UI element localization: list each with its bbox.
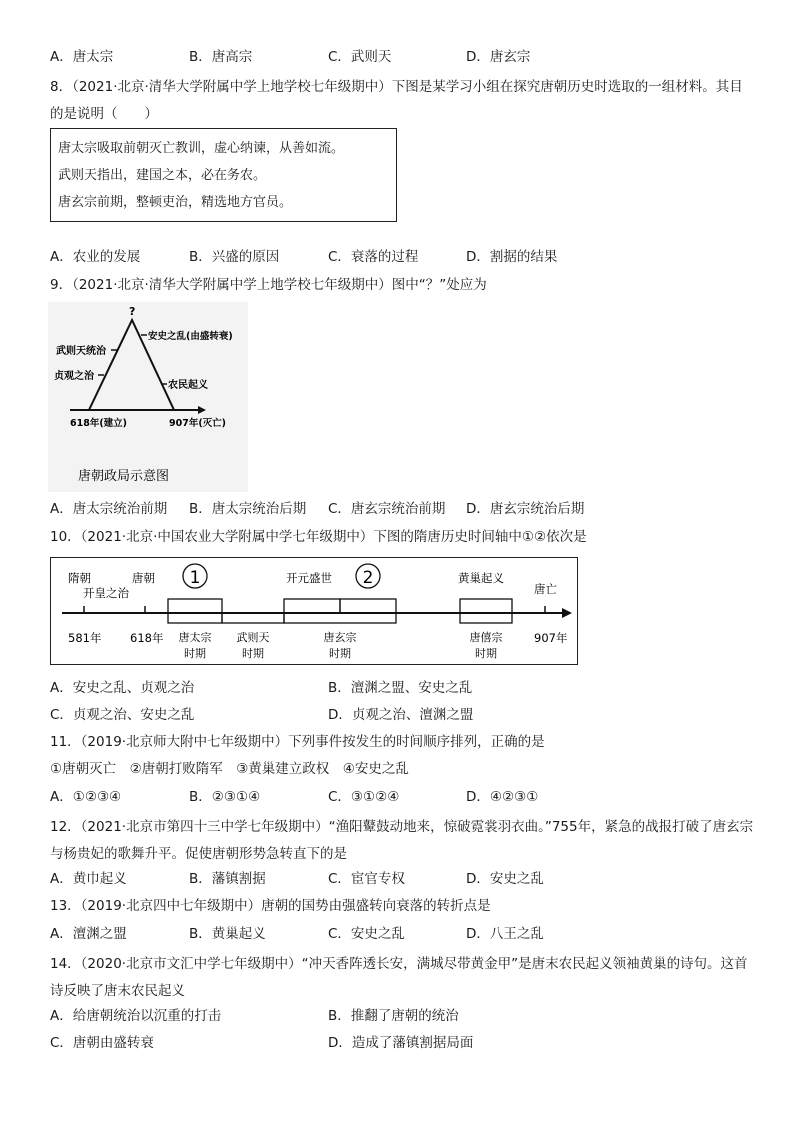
- q9-option-c[interactable]: C．唐玄宗统治前期: [328, 501, 446, 517]
- q7-option-d[interactable]: D．唐玄宗: [466, 49, 531, 65]
- q13-option-b[interactable]: B．黄巢起义: [189, 926, 266, 942]
- q9-left-label: 武则天统治: [56, 346, 106, 357]
- q8-material-line: 武则天指出，建国之本，必在务农。: [58, 168, 267, 183]
- q9-question-mark: ?: [129, 305, 136, 318]
- q7-option-a[interactable]: A．唐太宗: [50, 49, 114, 65]
- q9-right-label: 安史之乱(由盛转衰): [148, 331, 233, 342]
- q9-figure: [48, 302, 248, 492]
- q11-option-d[interactable]: D．④②③①: [466, 789, 539, 805]
- q10-label-kaihuang: 开皇之治: [83, 586, 129, 600]
- q12-option-b[interactable]: B．藩镇割据: [189, 871, 266, 887]
- q9-right-label: 农民起义: [168, 380, 208, 391]
- q7-option-c[interactable]: C．武则天: [328, 49, 392, 65]
- q10-period-suffix: 时期: [242, 647, 264, 660]
- q10-label-sui: 隋朝: [68, 571, 91, 585]
- q9-option-a[interactable]: A．唐太宗统治前期: [50, 501, 168, 517]
- q12-option-c[interactable]: C．宦官专权: [328, 871, 405, 887]
- q14-option-d[interactable]: D．造成了藩镇割据局面: [328, 1035, 474, 1051]
- q10-period-suffix: 时期: [475, 647, 497, 660]
- q10-label-tangwang: 唐亡: [534, 582, 557, 596]
- q8-option-a[interactable]: A．农业的发展: [50, 249, 141, 265]
- q9-bottom-right-label: 907年(灭亡): [169, 418, 227, 429]
- q10-label-tang: 唐朝: [132, 571, 155, 585]
- q10-year-618: 618年: [130, 631, 164, 645]
- q10-period-name: 唐僖宗: [469, 631, 503, 644]
- q9-option-d[interactable]: D．唐玄宗统治后期: [466, 501, 585, 517]
- q10-period-name: 武则天: [236, 631, 270, 644]
- q11-option-b[interactable]: B．②③①④: [189, 789, 261, 805]
- q7-option-b[interactable]: B．唐高宗: [189, 49, 253, 65]
- q8-material-box: [50, 128, 397, 222]
- q9-stem: 9．（2021·北京·清华大学附属中学上地学校七年级期中）图中“？”处应为: [50, 277, 487, 293]
- q11-items: ①唐朝灭亡 ②唐朝打败隋军 ③黄巢建立政权 ④安史之乱: [50, 761, 409, 777]
- q12-stem: 12．（2021·北京市第四十三中学七年级期中）“渔阳鼙鼓动地来，惊破霓裳羽衣曲。”755年，紧急的战报打破了唐玄宗与杨贵妃的歌舞升平。促使唐朝形势急转直下的是: [50, 819, 754, 862]
- q10-period-name: 唐玄宗: [323, 631, 357, 644]
- q13-option-a[interactable]: A．澶渊之盟: [50, 926, 127, 942]
- q10-option-a[interactable]: A．安史之乱、贞观之治: [50, 680, 195, 696]
- q11-option-c[interactable]: C．③①②④: [328, 789, 400, 805]
- q13-option-d[interactable]: D．八王之乱: [466, 926, 544, 942]
- q12-option-a[interactable]: A．黄巾起义: [50, 871, 127, 887]
- q10-label-huangchao: 黄巢起义: [458, 571, 504, 585]
- q9-left-label: 贞观之治: [54, 371, 94, 382]
- q11-option-a[interactable]: A．①②③④: [50, 789, 122, 805]
- q8-material-line: 唐太宗吸取前朝灭亡教训，虚心纳谏，从善如流。: [58, 141, 345, 156]
- q14-option-a[interactable]: A．给唐朝统治以沉重的打击: [50, 1008, 222, 1024]
- q12-option-d[interactable]: D．安史之乱: [466, 871, 544, 887]
- q13-option-c[interactable]: C．安史之乱: [328, 926, 405, 942]
- q14-stem: 14．（2020·北京市文汇中学七年级期中）“冲天香阵透长安，满城尽带黄金甲”是唐末农民起义领袖黄巢的诗句。这首诗反映了唐末农民起义: [50, 956, 748, 999]
- q8-option-b[interactable]: B．兴盛的原因: [189, 249, 280, 265]
- q8-stem: 8．（2021·北京·清华大学附属中学上地学校七年级期中）下图是某学习小组在探究唐朝历史时选取的一组材料。其目的是说明（ ）: [50, 79, 743, 122]
- q8-option-d[interactable]: D．割据的结果: [466, 249, 558, 265]
- q10-option-c[interactable]: C．贞观之治、安史之乱: [50, 707, 195, 723]
- q8-material-line: 唐玄宗前期，整顿吏治，精选地方官员。: [58, 195, 293, 210]
- q10-option-b[interactable]: B．澶渊之盟、安史之乱: [328, 680, 473, 696]
- q14-option-c[interactable]: C．唐朝由盛转衰: [50, 1035, 154, 1051]
- q10-timeline-figure: [50, 557, 578, 665]
- q13-stem: 13．（2019·北京四中七年级期中）唐朝的国势由强盛转向衰落的转折点是: [50, 898, 491, 914]
- q11-stem: 11．（2019·北京师大附中七年级期中）下列事件按发生的时间顺序排列，正确的是: [50, 734, 545, 750]
- q10-period-name: 唐太宗: [178, 631, 212, 644]
- q10-option-d[interactable]: D．贞观之治、澶渊之盟: [328, 707, 474, 723]
- q10-period-suffix: 时期: [184, 647, 206, 660]
- q9-option-b[interactable]: B．唐太宗统治后期: [189, 501, 307, 517]
- q10-stem: 10．（2021·北京·中国农业大学附属中学七年级期中）下图的隋唐历史时间轴中①②依次是: [50, 529, 587, 545]
- q10-marker-1: 1: [189, 568, 201, 588]
- q8-option-c[interactable]: C．衰落的过程: [328, 249, 419, 265]
- q9-figure-caption: 唐朝政局示意图: [78, 469, 170, 484]
- q10-period-suffix: 时期: [329, 647, 351, 660]
- q10-year-907: 907年: [534, 631, 568, 645]
- q14-option-b[interactable]: B．推翻了唐朝的统治: [328, 1008, 459, 1024]
- q9-bottom-left-label: 618年(建立): [70, 418, 128, 429]
- q10-marker-2: 2: [362, 568, 374, 588]
- q10-year-581: 581年: [68, 631, 102, 645]
- q10-label-kaiyuan: 开元盛世: [286, 571, 332, 585]
